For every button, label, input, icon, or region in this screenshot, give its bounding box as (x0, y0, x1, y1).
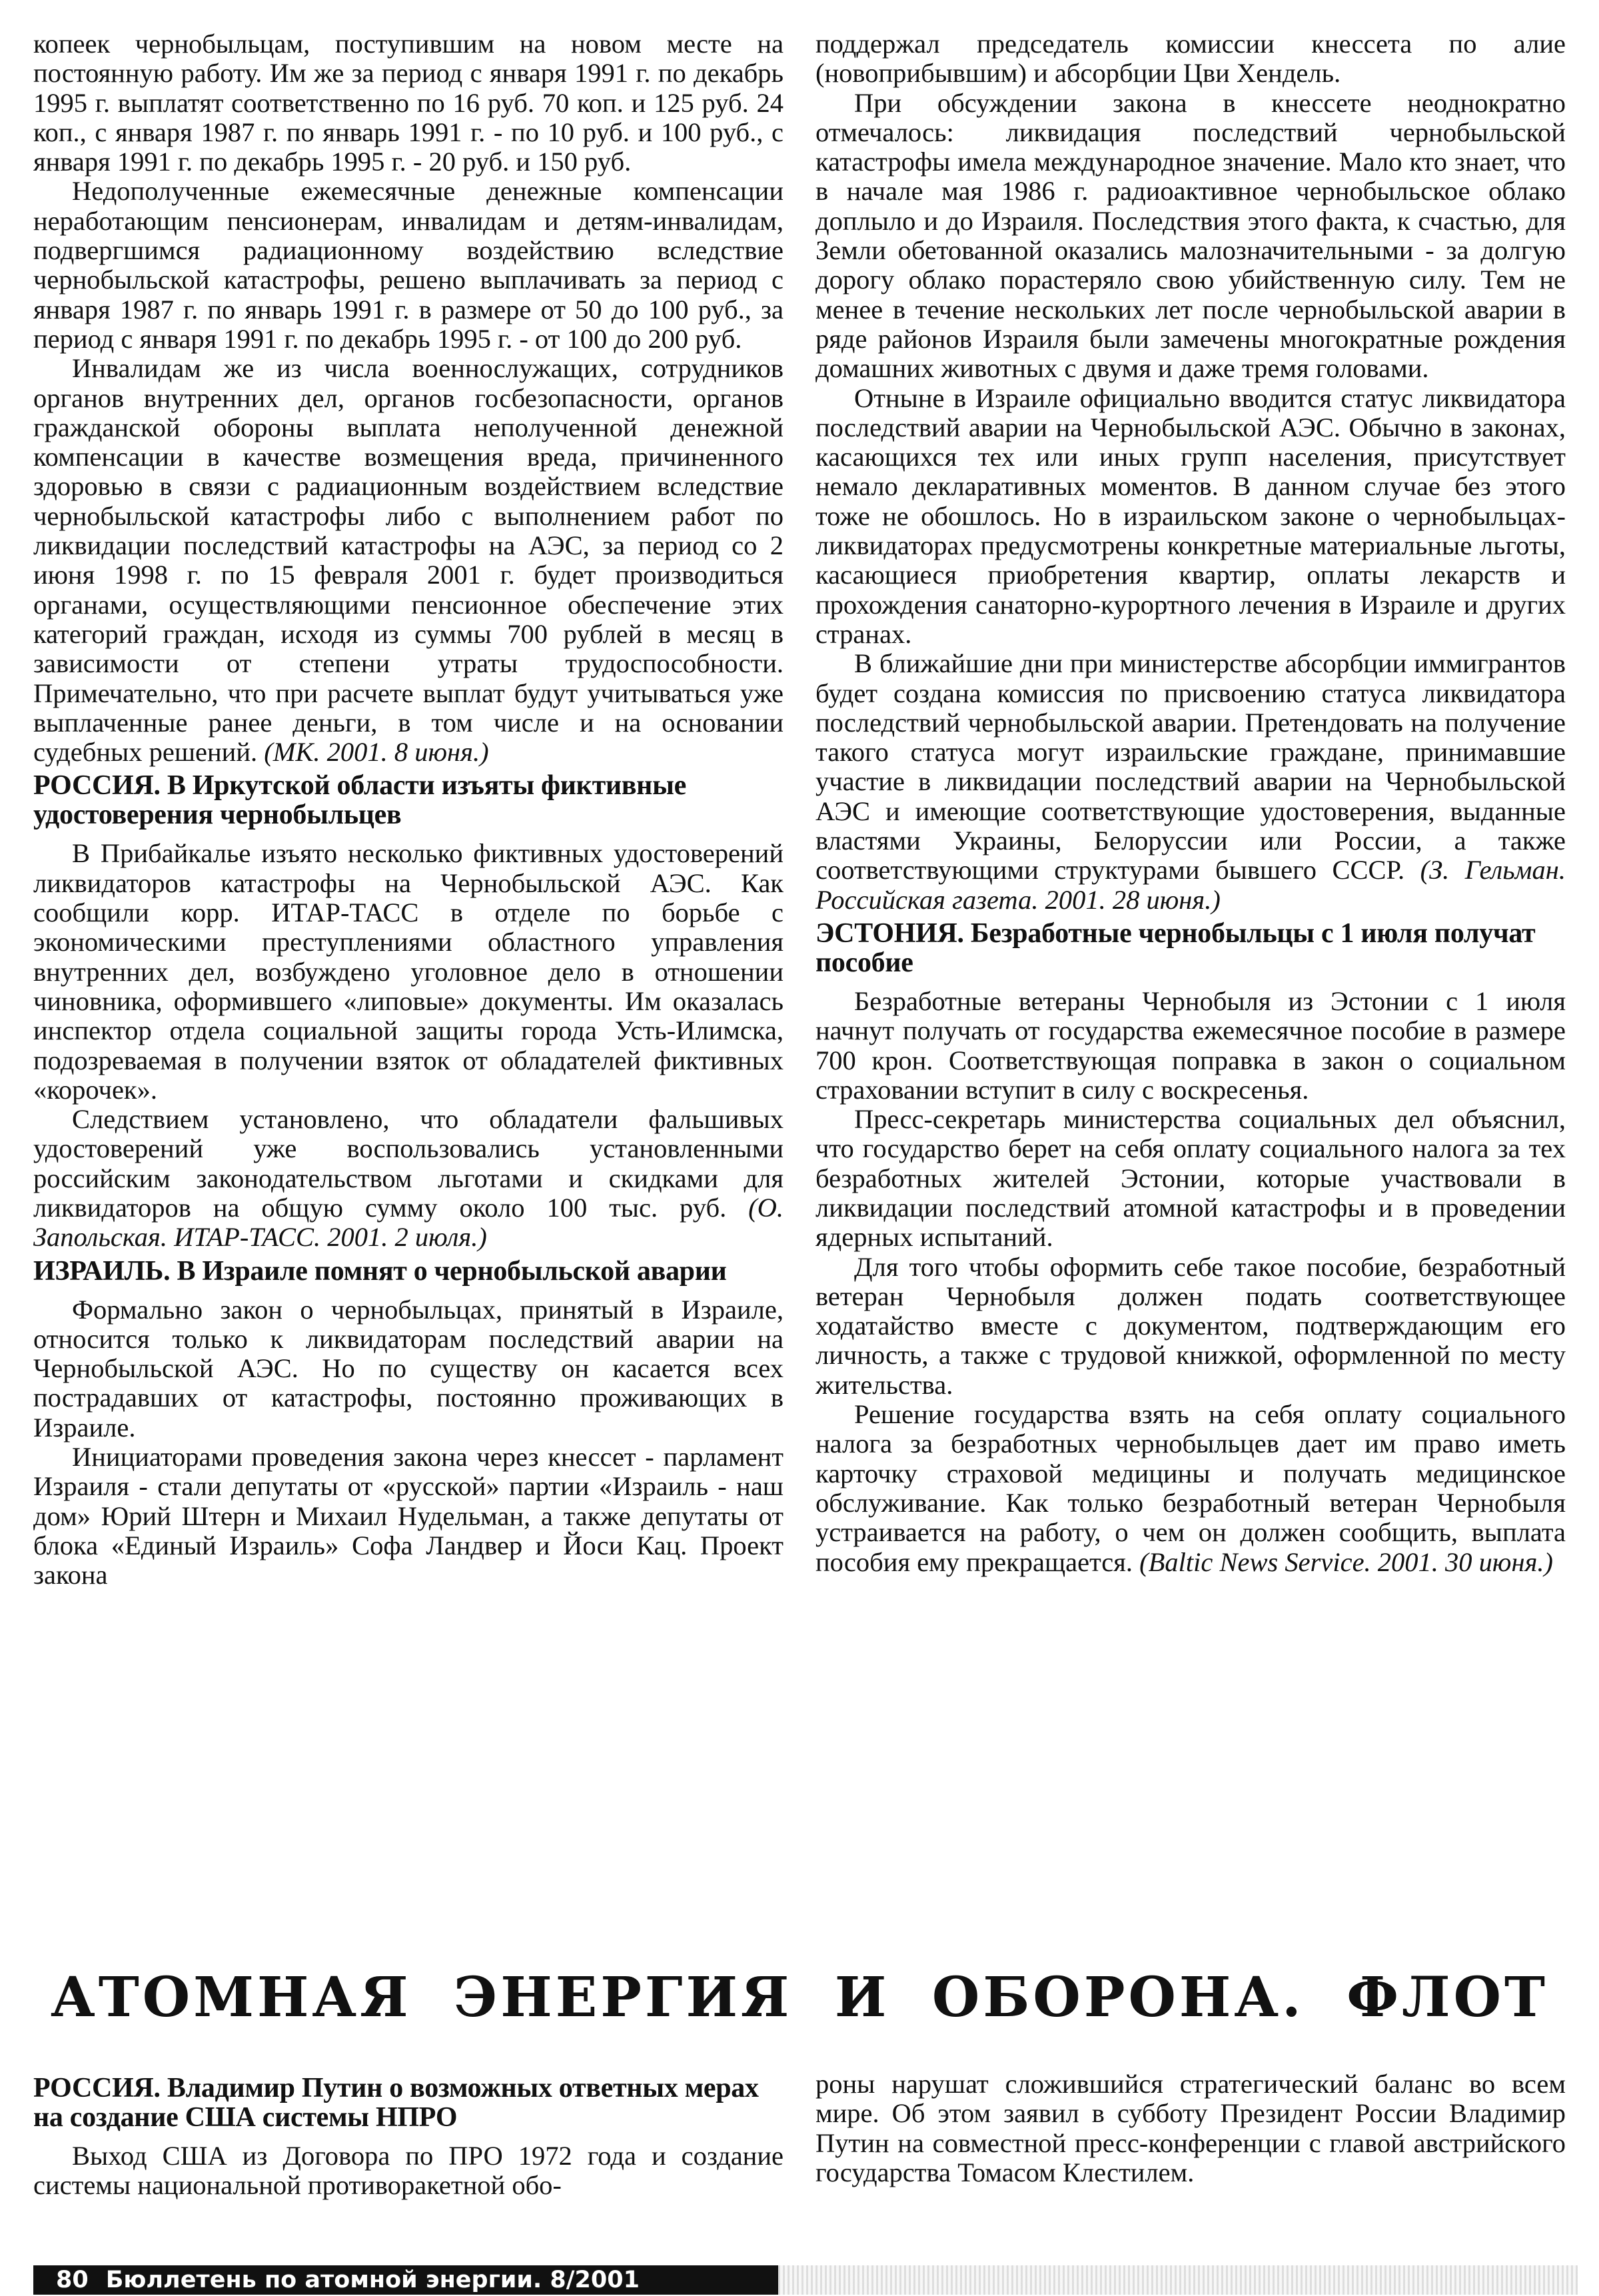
article-heading-putin: РОССИЯ. Владимир Путин о возможных ответных мерах на создание США системы НПРО (33, 2073, 759, 2133)
paragraph-text: В ближайшие дни при министерстве абсорбции иммигрантов будет создана комиссия по присвоению статуса ликвидатора последствий чернобыльской аварии. Претендовать на получение такого статуса могут израильские граждане, принимавшие участие в ликвидации последствий аварии на Чернобыльской АЭС и имеющие соответствующие удостоверения, выданные властями Украины, Белоруссии или России, а также соответствующими структурами бывшего СССР. (815, 648, 1566, 885)
paragraph: В Прибайкалье изъято несколько фиктивных удостоверений ликвидаторов катастрофы на Чернобыльской АЭС. Как сообщили корр. ИТАР-ТАСС в отделе по борьбе с экономическими преступлениями областного управления внутренних дел, возбуждено уголовное дело в отношении чиновника, оформившего «липовые» документы. Им оказалась инспектор отдела социальной защиты города Усть-Илимска, подозреваемая в получении взяток от обладателей фиктивных «корочек». (33, 838, 784, 1105)
paragraph (33, 354, 784, 767)
source-citation: (О. Запольская. ИТАР-ТАСС. 2001. 2 июля.) (33, 1192, 784, 1253)
paragraph: Недополученные ежемесячные денежные компенсации неработающим пенсионерам, инвалидам и детям-инвалидам, подвергшимся радиационному воздействию вследствие чернобыльской катастрофы, решено выплачивать за период с января 1987 г. по январь 1991 г. в размере от 50 до 100 руб., за период с января 1991 г. по декабрь 1995 г. - от 100 до 200 руб. (33, 176, 784, 354)
paragraph-continuation: поддержал председатель комиссии кнессета по алие (новоприбывшим) и абсорбции Цви Хендель. (815, 29, 1566, 89)
paragraph (33, 1105, 784, 1252)
article-heading-irkutsk: РОССИЯ. В Иркутской области изъяты фиктивные удостоверения чернобыльцев (33, 770, 686, 831)
paragraph: Отныне в Израиле официально вводится статус ликвидатора последствий аварии на Чернобыльской АЭС. Обычно в законах, касающихся тех или иных групп населения, присутствует немало декларативных моментов. В данном случае без этого тоже не обошлось. Но в израильском законе о чернобыльцах-ликвидаторах предусмотрены конкретные материальные льготы, касающиеся приобретения квартир, оплаты лекарств и прохождения санаторно-курортного лечения в Израиле и других странах. (815, 382, 1566, 649)
column-right-bottom (815, 2069, 1566, 2187)
page-number: 80 (56, 2267, 89, 2293)
paragraph-text: Решение государства взять на себя оплату социального налога за безработных чернобыльцев дает им право иметь карточку страховой медицины и получать медицинское обслуживание. Как только безработный ветеран Чернобыля устраивается на работу, о чем он должен сообщить, выплата пособия ему прекращается. (815, 1399, 1566, 1577)
article-heading-estonia: ЭСТОНИЯ. Безработные чернобыльцы с 1 июля получат пособие (815, 917, 1536, 978)
paragraph: Выход США из Договора по ПРО 1972 года и создание системы национальной противоракетной обо- (33, 2141, 784, 2201)
source-citation: (Baltic News Service. 2001. 30 июня.) (1139, 1546, 1554, 1577)
paragraph-text: Инвалидам же из числа военнослужащих, сотрудников органов внутренних дел, органов госбезопасности, органов гражданской обороны выплата неполученной денежной компенсации в качестве возмещения вреда, причиненного здоровью в связи с радиационным воздействием вследствие чернобыльской катастрофы либо с выполнением работ по ликвидации последствий катастрофы на АЭС, за период со 2 июня 1998 г. по 15 февраля 2001 г. будет производиться органами, осуществляющими пенсионное обеспечение этих категорий граждан, исходя из суммы 700 рублей в месяц в зависимости от степени утраты трудоспособности. Примечательно, что при расчете выплат будут учитываться уже выплаченные ранее деньги, в том числе и на основании судебных решений. (33, 353, 784, 768)
column-right-top (815, 29, 1566, 1577)
paragraph: Пресс-секретарь министерства социальных дел объяснил, что государство берет на себя оплату социального налога за тех безработных жителей Эстонии, которые участвовали в ликвидации последствий атомной катастрофы и в проведении ядерных испытаний. (815, 1104, 1566, 1253)
paragraph: При обсуждении закона в кнессете неоднократно отмечалось: ликвидация последствий чернобыльской катастрофы имела международное значение. Мало кто знает, что в начале мая 1986 г. радиоактивное чернобыльское облако доплыло и до Израиля. Последствия этого факта, к счастью, для Земли обетованной оказались малозначительными - за долгую дорогу облако порастеряло свою убийственную силу. Тем не менее в течение нескольких лет после чернобыльской аварии в ряде районов Израиля были замечены многократные рождения домашних животных с двумя и даже тремя головами. (815, 87, 1566, 384)
paragraph-text: Следствием установлено, что обладатели фальшивых удостоверений уже воспользовались установленными российским законодательством льготами и скидками для ликвидаторов на общую сумму около 100 тыс. руб. (33, 1104, 784, 1223)
paragraph-continuation: роны нарушат сложившийся стратегический баланс во всем мире. Об этом заявил в субботу Президент России Владимир Путин на совместной пресс-конференции с главой австрийского государства Томасом Клестилем. (815, 2069, 1566, 2187)
paragraph: Для того чтобы оформить себе такое пособие, безработный ветеран Чернобыля должен подать соответствующее ходатайство вместе с документом, подтверждающим его личность, а также с трудовой книжкой, оформленной по месту жительства. (815, 1251, 1566, 1400)
paragraph (815, 649, 1566, 915)
source-citation: (МК. 2001. 8 июня.) (264, 737, 489, 768)
page-footer (33, 2265, 778, 2295)
paragraph: Безработные ветераны Чернобыля из Эстонии с 1 июля начнут получать от государства ежемесячное пособие в размере 700 крон. Соответствующая поправка в закон о социальном страховании вступит в силу с воскресенья. (815, 985, 1566, 1105)
section-title: АТОМНАЯ ЭНЕРГИЯ И ОБОРОНА. ФЛОТ (50, 1966, 1549, 2029)
paragraph: Инициаторами проведения закона через кнессет - парламент Израиля - стали депутаты от «русской» партии «Израиль - наш дом» Юрий Штерн и Михаил Нудельман, а также депутаты от блока «Единый Израиль» Софа Ландвер и Йоси Кац. Проект закона (33, 1442, 784, 1590)
column-left-top (33, 29, 784, 1590)
paragraph (815, 1400, 1566, 1577)
article-heading-israel: ИЗРАИЛЬ. В Израиле помнят о чернобыльской аварии (33, 1255, 727, 1287)
source-citation: (З. Гельман. Российская газета. 2001. 28 июня.) (815, 855, 1566, 915)
column-left-bottom (33, 2069, 784, 2201)
paragraph: Формально закон о чернобыльцах, принятый в Израиле, относится только к ликвидаторам последствий аварии на Чернобыльской АЭС. Но по существу он касается всех пострадавших от катастрофы, постоянно проживающих в Израиле. (33, 1294, 784, 1442)
paragraph: копеек чернобыльцам, поступившим на новом месте на постоянную работу. Им же за период с января 1991 г. по декабрь 1995 г. выплатят соответственно по 16 руб. 70 коп. и 125 руб. 24 коп., с января 1987 г. по январь 1991 г. - по 10 руб. и 100 руб., с января 1991 г. по декабрь 1995 г. - 20 руб. и 150 руб. (33, 29, 784, 177)
publication-title: Бюллетень по атомной энергии. 8/2001 (105, 2267, 640, 2293)
halftone-strip (778, 2265, 1578, 2295)
